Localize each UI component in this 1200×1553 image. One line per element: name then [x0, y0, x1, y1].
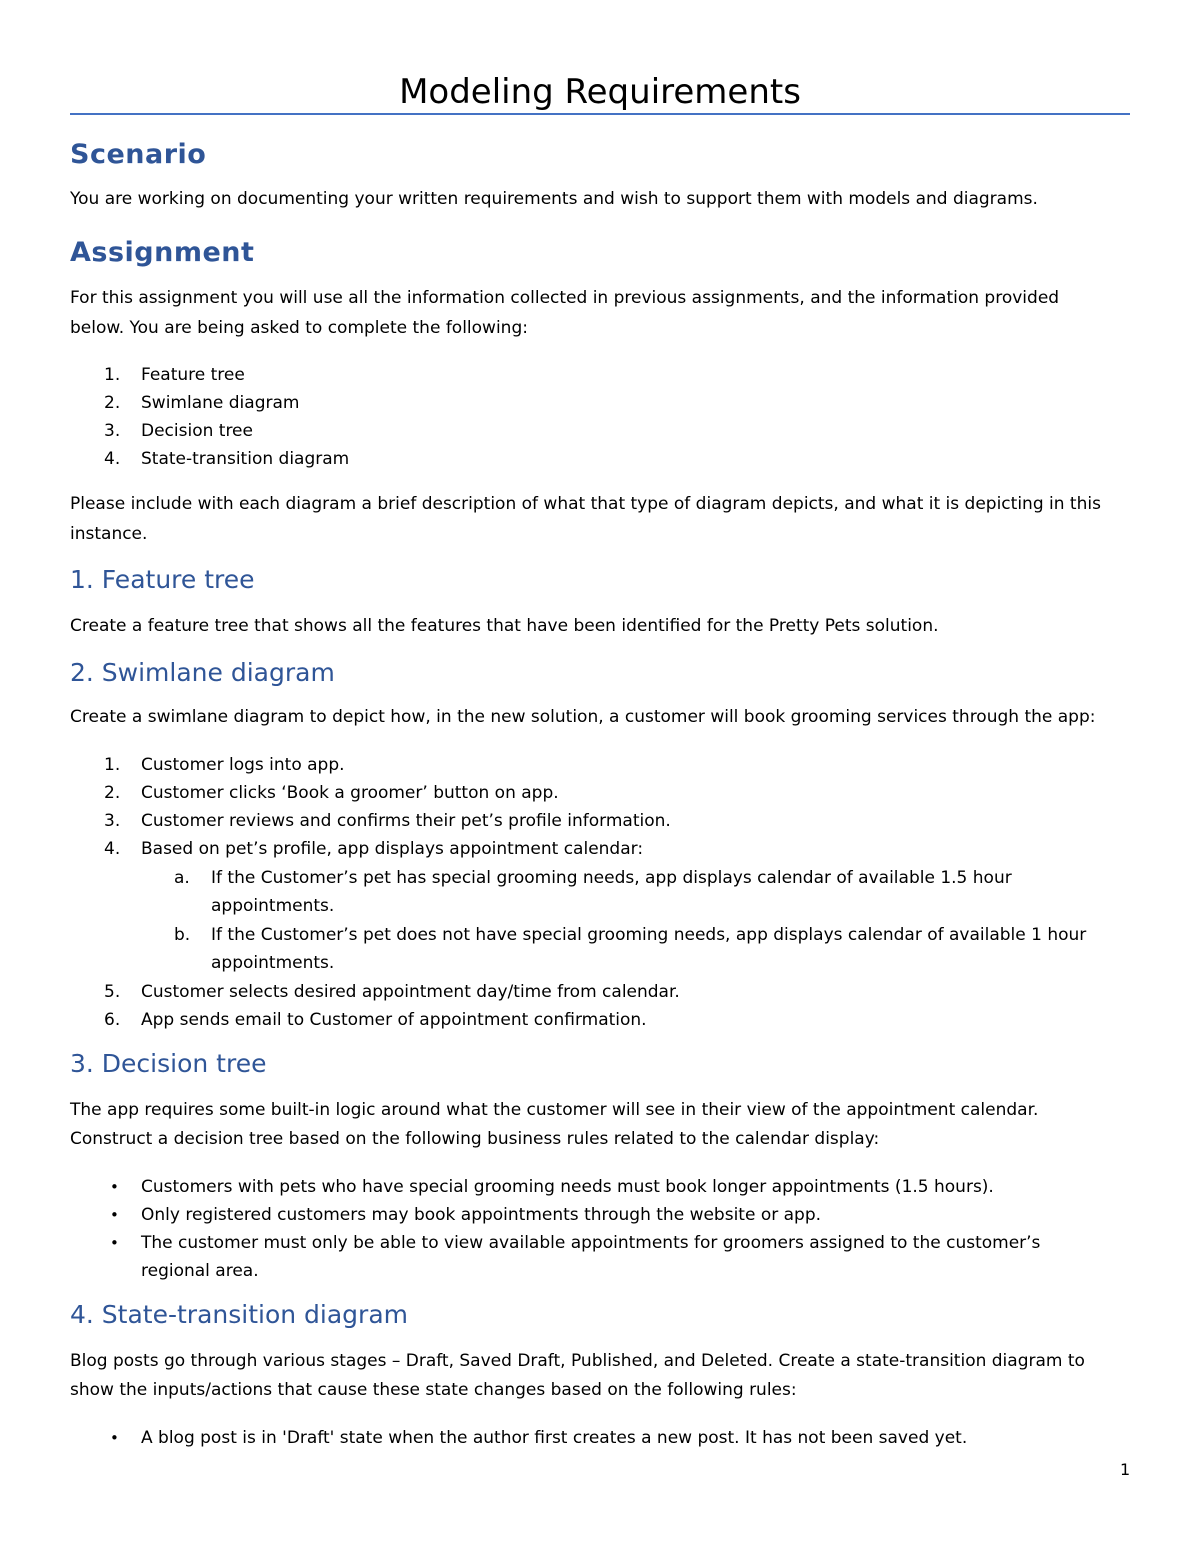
bullet-marker: • [110, 1429, 119, 1447]
list-marker: 2. [104, 393, 121, 413]
title-underline [70, 113, 1130, 115]
list-item-text: Customer logs into app. [141, 755, 345, 775]
feature-tree-heading: 1. Feature tree [70, 565, 255, 594]
list-item-text: App sends email to Customer of appointment confirmation. [141, 1010, 647, 1030]
list-item-text: Only registered customers may book appointments through the website or app. [141, 1205, 822, 1225]
list-marker: 6. [104, 1010, 121, 1030]
assignment-intro-line1: For this assignment you will use all the information collected in previous assignments, and the information provided [70, 288, 1060, 308]
list-marker: 1. [104, 755, 121, 775]
list-item-text: Based on pet’s profile, app displays appointment calendar: [141, 839, 644, 859]
scenario-text: You are working on documenting your written requirements and wish to support them with models and diagrams. [70, 189, 1038, 209]
assignment-intro-line2: below. You are being asked to complete the following: [70, 318, 528, 338]
list-item-text: Customers with pets who have special grooming needs must book longer appointments (1.5 hours). [141, 1177, 994, 1197]
bullet-marker: • [110, 1234, 119, 1252]
list-marker: a. [174, 868, 190, 888]
list-item-text: If the Customer’s pet does not have special grooming needs, app displays calendar of available 1 hour [211, 925, 1087, 945]
list-marker: 3. [104, 421, 121, 441]
state-transition-heading: 4. State-transition diagram [70, 1300, 409, 1329]
list-item-text: A blog post is in 'Draft' state when the author first creates a new post. It has not been saved yet. [141, 1428, 968, 1448]
bullet-marker: • [110, 1178, 119, 1196]
list-item-text: Customer reviews and confirms their pet’s profile information. [141, 811, 671, 831]
list-marker: 4. [104, 449, 121, 469]
swimlane-heading: 2. Swimlane diagram [70, 658, 335, 687]
list-marker: b. [174, 925, 191, 945]
list-item-text: appointments. [211, 953, 335, 973]
decision-tree-text-line2: Construct a decision tree based on the following business rules related to the calendar display: [70, 1129, 880, 1149]
scenario-heading: Scenario [70, 139, 207, 170]
list-item-text: Customer selects desired appointment day/time from calendar. [141, 982, 680, 1002]
list-marker: 1. [104, 365, 121, 385]
list-item-text: regional area. [141, 1261, 259, 1281]
list-marker: 3. [104, 811, 121, 831]
list-item-text: If the Customer’s pet has special grooming needs, app displays calendar of available 1.5 hour [211, 868, 1012, 888]
page-number: 1 [1120, 1460, 1131, 1479]
list-item-text: The customer must only be able to view available appointments for groomers assigned to the customer’s [141, 1233, 1041, 1253]
state-transition-text-line2: show the inputs/actions that cause these state changes based on the following rules: [70, 1380, 797, 1400]
list-item-text: Decision tree [141, 421, 253, 441]
list-marker: 5. [104, 982, 121, 1002]
swimlane-text: Create a swimlane diagram to depict how, in the new solution, a customer will book grooming services through the app: [70, 707, 1096, 727]
feature-tree-text: Create a feature tree that shows all the features that have been identified for the Pretty Pets solution. [70, 616, 939, 636]
list-item-text: State-transition diagram [141, 449, 350, 469]
list-marker: 4. [104, 839, 121, 859]
document-title: Modeling Requirements [399, 72, 801, 112]
list-item-text: appointments. [211, 896, 335, 916]
list-item-text: Swimlane diagram [141, 393, 300, 413]
assignment-note-line2: instance. [70, 524, 148, 544]
decision-tree-heading: 3. Decision tree [70, 1049, 267, 1078]
state-transition-text-line1: Blog posts go through various stages – Draft, Saved Draft, Published, and Deleted. Create a state-transition diagram to [70, 1351, 1085, 1371]
bullet-marker: • [110, 1206, 119, 1224]
list-marker: 2. [104, 783, 121, 803]
decision-tree-text-line1: The app requires some built-in logic around what the customer will see in their view of the appointment calendar. [70, 1100, 1039, 1120]
assignment-heading: Assignment [70, 237, 255, 268]
assignment-note-line1: Please include with each diagram a brief description of what that type of diagram depicts, and what it is depicting in this [70, 494, 1101, 514]
list-item-text: Customer clicks ‘Book a groomer’ button on app. [141, 783, 559, 803]
list-item-text: Feature tree [141, 365, 245, 385]
